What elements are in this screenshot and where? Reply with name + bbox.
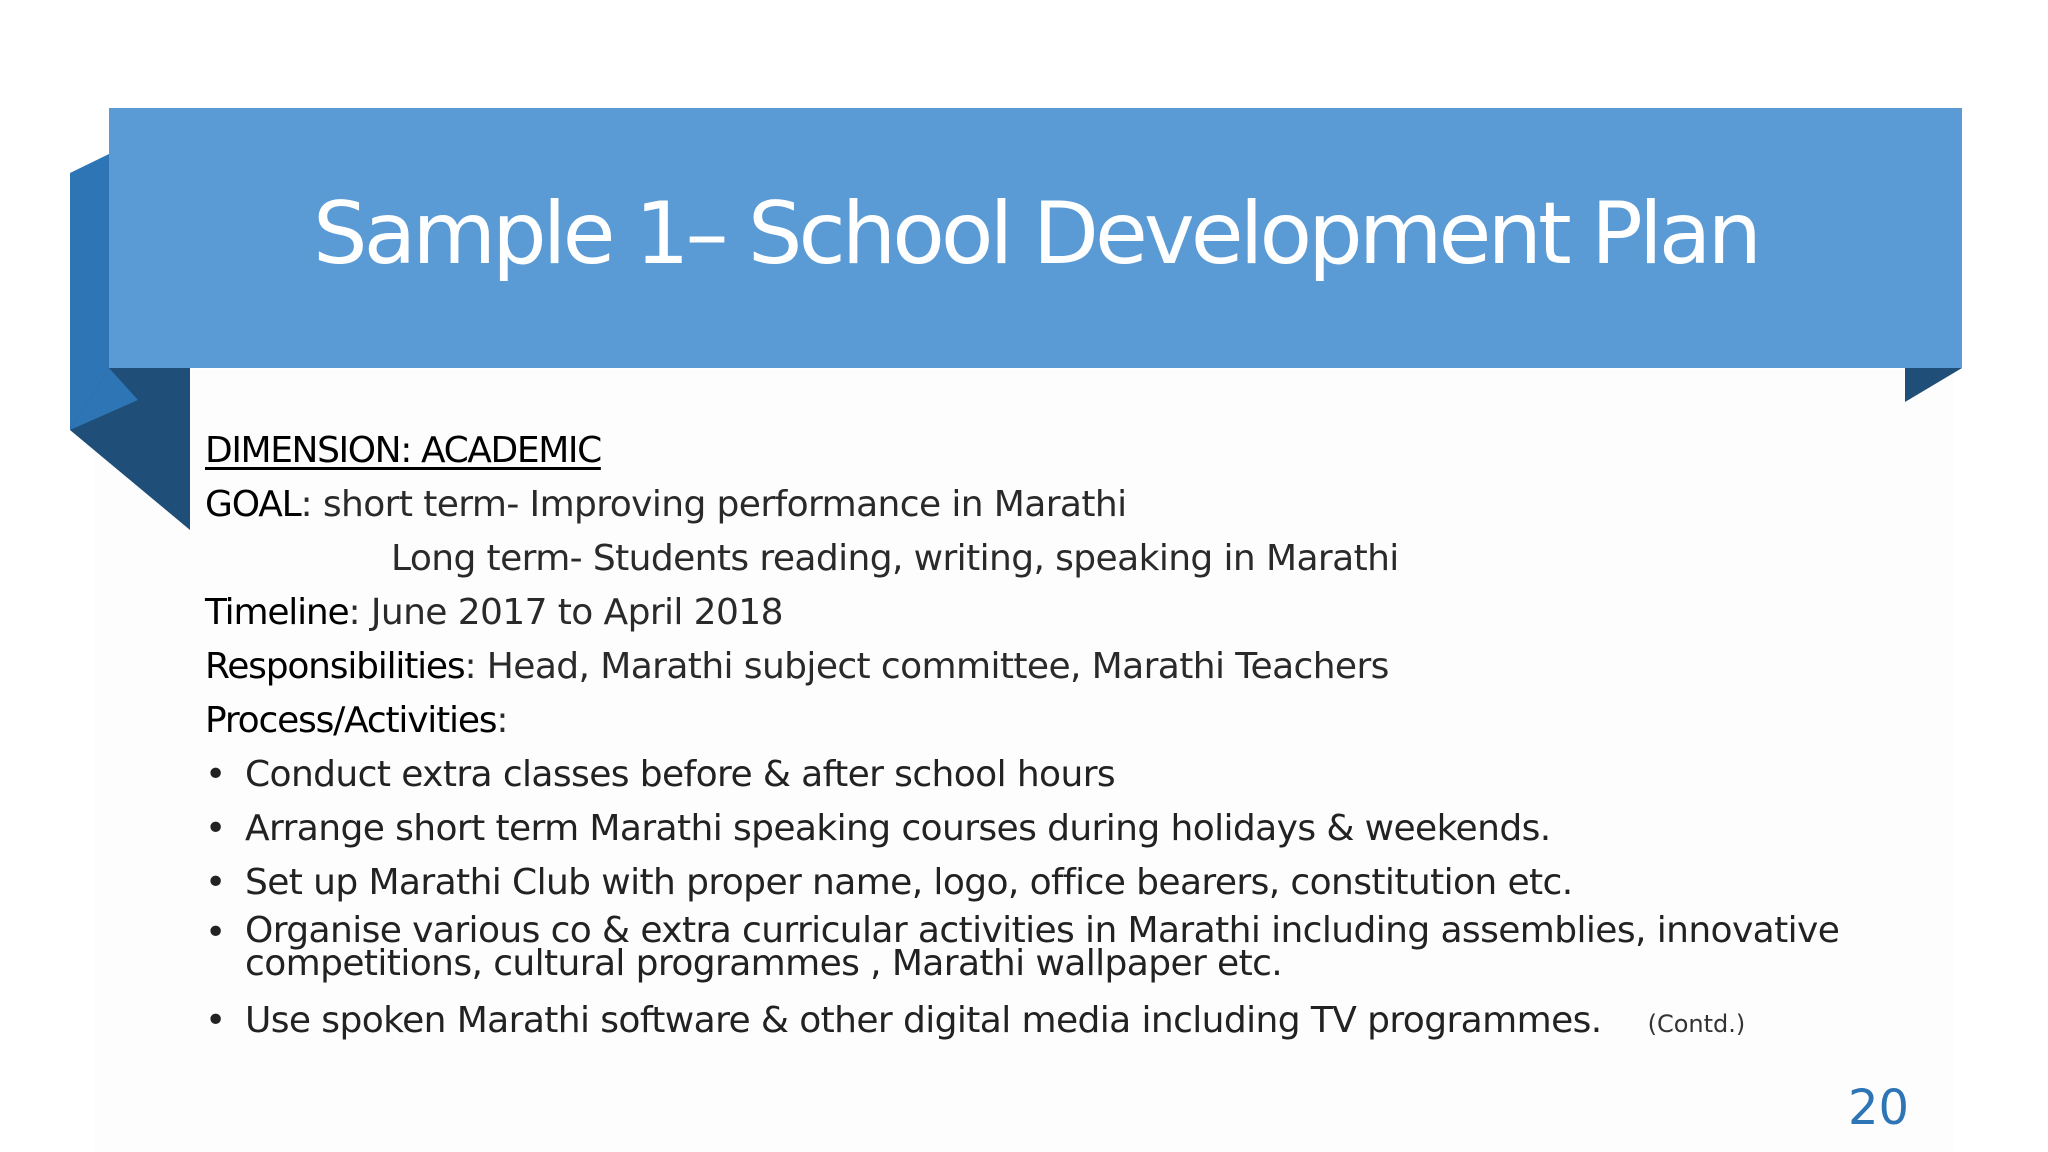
process-colon: : [496, 700, 508, 741]
list-item [205, 994, 1905, 1051]
bullet-icon: • [205, 1000, 226, 1041]
goal-short-term: : short term- Improving performance in Marathi [300, 484, 1127, 525]
list-item [205, 748, 1905, 802]
timeline-line [205, 586, 1905, 640]
list-item-text: Organise various co & extra curricular activities in Marathi including assemblies, innovative [245, 910, 1840, 951]
bullet-icon: • [205, 912, 226, 953]
responsibilities-line [205, 640, 1905, 694]
activities-list [205, 748, 1905, 1051]
dimension-heading: DIMENSION: ACADEMIC [205, 430, 601, 471]
goal-long-term: Long term- Students reading, writing, speaking in Marathi [391, 538, 1399, 579]
list-item [205, 802, 1905, 856]
list-item-text: Arrange short term Marathi speaking courses during holidays & weekends. [245, 808, 1551, 849]
goal-long-line [205, 532, 1905, 586]
bullet-icon: • [205, 808, 226, 849]
continued-note: (Contd.) [1647, 1010, 1746, 1038]
slide-title: Sample 1– School Development Plan [313, 184, 1758, 284]
process-label: Process/Activities [205, 700, 497, 741]
timeline-label: Timeline [205, 592, 349, 633]
process-line [205, 694, 1905, 748]
list-item-text-continued: competitions, cultural programmes , Marathi wallpaper etc. [245, 943, 1283, 984]
list-item-text: Set up Marathi Club with proper name, logo, office bearers, constitution etc. [245, 862, 1573, 903]
list-item [205, 856, 1905, 910]
responsibilities-label: Responsibilities [205, 646, 465, 687]
list-item [205, 910, 1905, 994]
goal-label: GOAL [205, 484, 301, 525]
bullet-icon: • [205, 754, 226, 795]
list-item-text: Use spoken Marathi software & other digital media including TV programmes. [245, 1000, 1602, 1041]
responsibilities-value: : Head, Marathi subject committee, Marathi Teachers [464, 646, 1389, 687]
dimension-line [205, 424, 1905, 478]
timeline-value: : June 2017 to April 2018 [348, 592, 783, 633]
list-item-text: Conduct extra classes before & after school hours [245, 754, 1116, 795]
goal-line [205, 478, 1905, 532]
title-banner [109, 108, 1962, 368]
slide-body [205, 424, 1905, 1051]
bullet-icon: • [205, 862, 226, 903]
page-number: 20 [1848, 1080, 1910, 1136]
